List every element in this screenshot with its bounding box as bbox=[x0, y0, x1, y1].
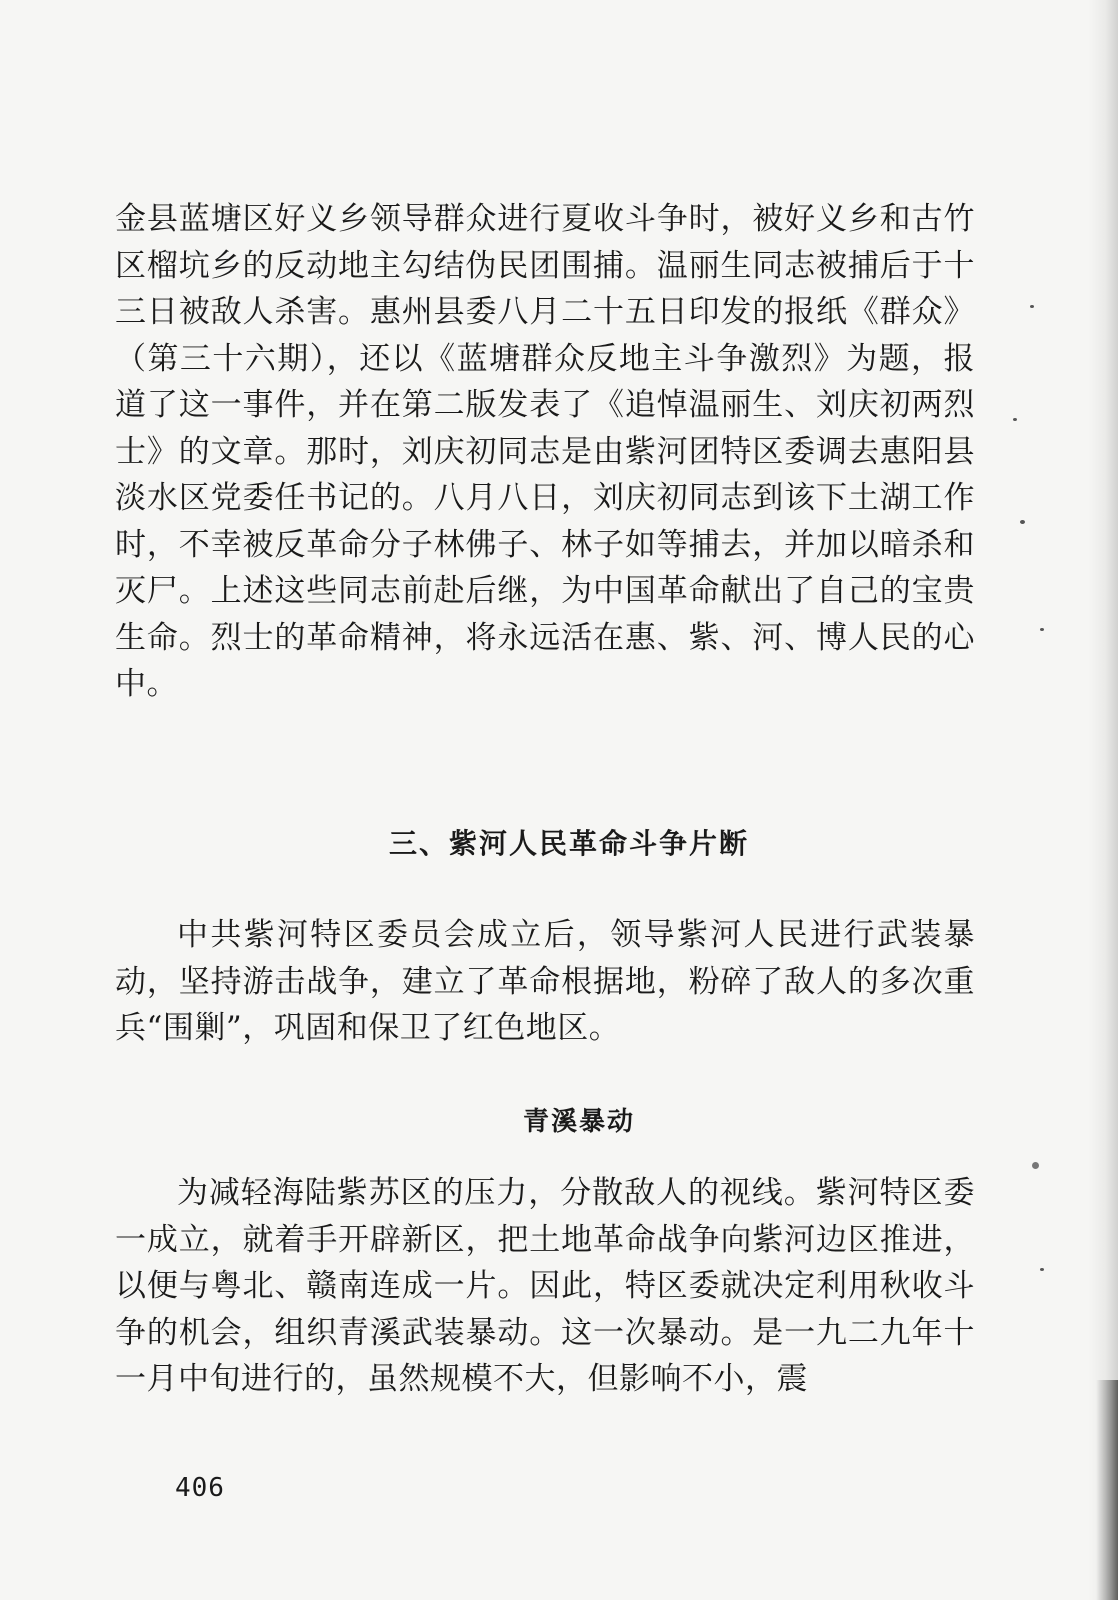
scan-speck bbox=[1040, 1268, 1044, 1271]
scan-shadow-edge bbox=[1088, 0, 1118, 1600]
scan-speck bbox=[1040, 628, 1044, 631]
paragraph-martyrs: 金县蓝塘区好义乡领导群众进行夏收斗争时，被好义乡和古竹区榴坑乡的反动地主勾结伪民团围捕。温丽生同志被捕后于十三日被敌人杀害。惠州县委八月二十五日印发的报纸《群众》（第三十六期），还以《蓝塘群众反地主斗争激烈》为题，报道了这一事件，并在第二版发表了《追悼温丽生、刘庆初两烈士》的文章。那时，刘庆初同志是由紫河团特区委调去惠阳县淡水区党委任书记的。八月八日，刘庆初同志到该下土湖工作时，不幸被反革命分子林佛子、林子如等捕去，并加以暗杀和灭尸。上述这些同志前赴后继，为中国革命献出了自己的宝贵生命。烈士的革命精神，将永远活在惠、紫、河、博人民的心中。 bbox=[115, 201, 975, 702]
scan-speck bbox=[1013, 418, 1017, 421]
paragraph-zihe-committee: 中共紫河特区委员会成立后，领导紫河人民进行武装暴动，坚持游击战争，建立了革命根据地，粉碎了敌人的多次重兵“围剿”，巩固和保卫了红色地区。 bbox=[115, 917, 975, 1046]
page-number: 406 bbox=[175, 1473, 225, 1503]
scan-speck bbox=[1032, 1162, 1039, 1169]
scan-speck bbox=[1030, 305, 1034, 308]
section-heading: 三、紫河人民革命斗争片断 bbox=[388, 827, 749, 860]
scan-speck bbox=[1020, 520, 1025, 524]
paragraph-qingxi-uprising: 为减轻海陆紫苏区的压力，分散敌人的视线。紫河特区委一成立，就着手开辟新区，把土地革命战争向紫河边区推进，以便与粤北、赣南连成一片。因此，特区委就决定利用秋收斗争的机会，组织青溪武装暴动。这一次暴动。是一九二九年十一月中旬进行的，虽然规模不大，但影响不小，震 bbox=[115, 1175, 975, 1397]
subsection-heading: 青溪暴动 bbox=[522, 1107, 635, 1137]
scan-shadow-corner bbox=[1096, 1380, 1118, 1600]
